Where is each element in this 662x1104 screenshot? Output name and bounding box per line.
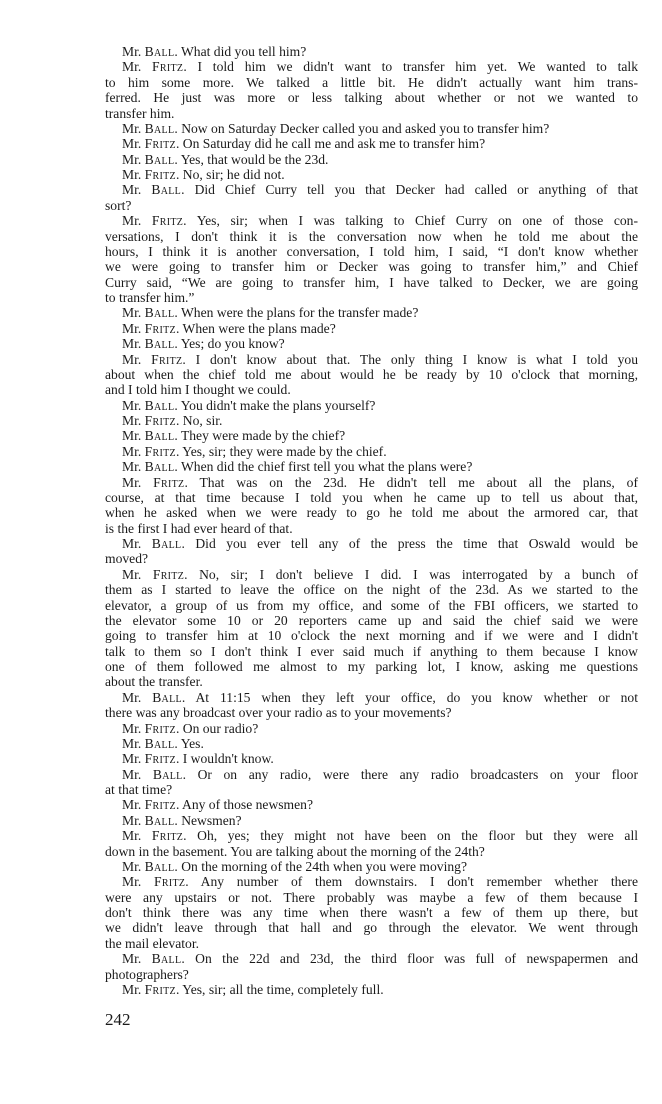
text-line xyxy=(105,551,638,566)
testimony-paragraph xyxy=(105,828,638,859)
line-text: about when the chief told me about would he be ready by 10 o'clock that morning, xyxy=(105,366,638,382)
line-text: Newsmen? xyxy=(181,812,242,828)
page-number: 242 xyxy=(105,1010,131,1029)
speaker-title: Mr. xyxy=(122,689,142,705)
text-line xyxy=(105,844,638,859)
text-line xyxy=(105,75,638,90)
testimony-paragraph xyxy=(105,213,638,305)
text-line: Mr. Ball. Did you ever tell any of the press the time that Oswald would be xyxy=(122,536,639,551)
speaker-name: Ball xyxy=(152,689,182,705)
testimony-paragraph xyxy=(105,398,638,413)
testimony-paragraph xyxy=(105,182,638,213)
speaker-title: Mr. xyxy=(122,735,142,751)
speaker-title: Mr. xyxy=(122,44,142,59)
text-line xyxy=(105,920,638,935)
speaker-title: Mr. xyxy=(122,874,142,890)
text-line: Mr. Fritz. No, sir. xyxy=(122,413,223,428)
line-text: What did you tell him? xyxy=(180,44,307,59)
line-text: You didn't make the plans yourself? xyxy=(180,397,376,413)
line-text: I wouldn't know. xyxy=(182,751,274,767)
speaker-name: Fritz xyxy=(151,351,183,367)
testimony-paragraph xyxy=(105,152,638,167)
text-line: Mr. Ball. On the 22d and 23d, the third floor was full of newspapermen and xyxy=(122,951,639,967)
speaker-name: Fritz xyxy=(144,981,176,997)
speaker-name: Ball xyxy=(152,766,183,782)
testimony-paragraph xyxy=(105,167,638,182)
line-text: at that time? xyxy=(105,782,173,797)
speaker-title: Mr. xyxy=(122,766,142,782)
text-line xyxy=(105,782,638,797)
speaker-name: Fritz xyxy=(151,213,184,229)
speaker-name: Fritz xyxy=(151,828,184,844)
speaker-title: Mr. xyxy=(122,443,142,459)
text-line: Mr. Fritz. No, sir; I don't believe I did. I was interrogated by a bunch of xyxy=(122,566,639,582)
testimony-paragraph xyxy=(105,721,638,736)
testimony-paragraph xyxy=(105,797,638,812)
testimony-paragraph xyxy=(105,305,638,320)
speaker-name: Fritz xyxy=(144,443,176,459)
line-text: On our radio? xyxy=(182,720,259,736)
line-text: On the morning of the 24th when you were moving? xyxy=(181,858,467,874)
speaker-name: Fritz xyxy=(144,797,176,813)
testimony-paragraph xyxy=(105,413,638,428)
speaker-title: Mr. xyxy=(122,151,142,167)
speaker-title: Mr. xyxy=(122,336,142,352)
line-text: I told him we didn't want to transfer him yet. We wanted to talk xyxy=(197,59,638,75)
testimony-paragraph xyxy=(105,767,638,798)
line-text: Did you ever tell any of the press the time that Oswald would be xyxy=(195,536,639,551)
text-line xyxy=(105,90,638,105)
speaker-name: Ball xyxy=(144,459,175,475)
line-text: versations, I don't think it is the conversation now when he told me about the xyxy=(105,228,638,244)
speaker-title: Mr. xyxy=(122,320,142,336)
text-line: Mr. Fritz. I don't know about that. The only thing I know is what I told you xyxy=(122,351,639,367)
speaker-title: Mr. xyxy=(122,120,142,136)
line-text: They were made by the chief? xyxy=(180,428,346,444)
testimony-paragraph xyxy=(105,567,638,690)
text-line: Mr. Ball. When did the chief first tell you what the plans were? xyxy=(122,459,473,475)
line-text: don't think there was any time when there wasn't a few of them up there, but xyxy=(105,905,638,920)
testimony-paragraph xyxy=(105,59,638,121)
testimony-paragraph xyxy=(105,352,638,398)
speaker-title: Mr. xyxy=(122,351,142,367)
line-text: going to transfer him at 10 o'clock the next morning and if we were and I didn't xyxy=(105,628,638,644)
testimony-paragraph xyxy=(105,44,638,59)
text-line: Mr. Ball. They were made by the chief? xyxy=(122,428,346,444)
line-text: When were the plans for the transfer made? xyxy=(180,305,419,321)
line-text: No, sir. xyxy=(182,413,223,428)
speaker-name: Ball xyxy=(144,151,175,167)
speaker-name: Fritz xyxy=(144,167,176,182)
line-text: to transfer him.” xyxy=(105,290,195,305)
speaker-title: Mr. xyxy=(122,797,142,813)
line-text: there was any broadcast over your radio as to your movements? xyxy=(105,705,452,721)
testimony-paragraph xyxy=(105,475,638,537)
text-line xyxy=(105,505,638,520)
speaker-title: Mr. xyxy=(122,397,142,413)
line-text: Did Chief Curry tell you that Decker had called or anything of that xyxy=(194,182,639,198)
line-text: When were the plans made? xyxy=(182,320,336,336)
text-line xyxy=(105,106,638,121)
text-line: Mr. Fritz. On our radio? xyxy=(122,720,259,736)
speaker-name: Fritz xyxy=(153,874,186,890)
line-text: I don't know about that. The only thing I know is what I told you xyxy=(195,351,639,367)
testimony-text xyxy=(105,44,638,997)
line-text: Yes; do you know? xyxy=(180,336,285,352)
speaker-title: Mr. xyxy=(122,720,142,736)
line-text: course, at that time because I told you when he came up to tell us about that, xyxy=(105,489,638,505)
text-line xyxy=(105,290,638,305)
speaker-name: Ball xyxy=(144,305,175,321)
line-text: them as I started to leave the office on the night of the 23d. As we started to the xyxy=(105,582,638,598)
text-line xyxy=(105,905,638,920)
text-line xyxy=(105,382,638,397)
line-text: Yes, sir; when I was talking to Chief Curry on one of those con- xyxy=(196,213,638,229)
line-text: That was on the 23d. He didn't tell me about all the plans, of xyxy=(199,474,639,490)
speaker-name: Fritz xyxy=(144,320,176,336)
line-text: Yes. xyxy=(180,735,204,751)
text-line: Mr. Ball. At 11:15 when they left your office, do you know whether or not xyxy=(122,689,638,705)
text-line: Mr. Fritz. Oh, yes; they might not have been on the floor but they were all xyxy=(122,828,639,844)
speaker-name: Ball xyxy=(144,428,175,444)
speaker-name: Fritz xyxy=(153,474,185,490)
text-line xyxy=(105,244,638,259)
line-text: about the transfer. xyxy=(105,674,203,690)
line-text: sort? xyxy=(105,197,132,213)
line-text: is the first I had ever heard of that. xyxy=(105,520,293,536)
testimony-paragraph xyxy=(105,951,638,982)
text-line: Mr. Ball. On the morning of the 24th when you were moving? xyxy=(122,858,467,874)
testimony-paragraph xyxy=(105,121,638,136)
text-line xyxy=(105,659,638,674)
line-text: Or on any radio, were there any radio broadcasters on your floor xyxy=(197,766,638,782)
text-line: Mr. Fritz. No, sir; he did not. xyxy=(122,167,285,182)
testimony-paragraph xyxy=(105,444,638,459)
text-line: Mr. Ball. What did you tell him? xyxy=(122,44,307,59)
text-line xyxy=(105,613,638,628)
line-text: On Saturday did he call me and ask me to transfer him? xyxy=(182,136,486,152)
testimony-paragraph xyxy=(105,690,638,721)
text-line xyxy=(105,490,638,505)
text-line xyxy=(105,198,638,213)
line-text: ferred. He just was more or less talking about whether or not we wanted to xyxy=(105,90,638,106)
text-line: Mr. Fritz. Any of those newsmen? xyxy=(122,797,313,813)
line-text: Any of those newsmen? xyxy=(182,797,313,813)
speaker-title: Mr. xyxy=(122,828,142,844)
text-line: Mr. Fritz. Yes, sir; they were made by the chief. xyxy=(122,443,387,459)
speaker-name: Fritz xyxy=(152,566,185,582)
speaker-name: Ball xyxy=(151,182,182,198)
speaker-name: Ball xyxy=(144,336,175,352)
text-line: Mr. Ball. Yes. xyxy=(122,735,204,751)
text-line xyxy=(105,936,638,951)
speaker-title: Mr. xyxy=(122,213,142,229)
text-line xyxy=(105,644,638,659)
line-text: No, sir; he did not. xyxy=(182,167,285,182)
testimony-paragraph xyxy=(105,536,638,567)
speaker-name: Fritz xyxy=(144,413,176,428)
testimony-paragraph xyxy=(105,736,638,751)
speaker-name: Ball xyxy=(151,951,182,967)
speaker-title: Mr. xyxy=(122,858,142,874)
text-line: Mr. Fritz. Yes, sir; when I was talking to Chief Curry on one of those con- xyxy=(122,213,638,229)
speaker-title: Mr. xyxy=(122,536,142,551)
line-text: one of them followed me almost to my parking lot, I know, asking me questions xyxy=(105,659,638,674)
text-line: Mr. Fritz. Any number of them downstairs. I don't remember whether there xyxy=(122,874,638,890)
speaker-name: Fritz xyxy=(152,59,184,75)
text-line xyxy=(105,521,638,536)
testimony-paragraph xyxy=(105,874,638,951)
text-line xyxy=(105,967,638,982)
line-text: Curry said, “We are going to transfer him, I have talked to Decker, we are going xyxy=(105,274,638,290)
text-line: Mr. Ball. Yes, that would be the 23d. xyxy=(122,151,329,167)
text-line: Mr. Ball. Newsmen? xyxy=(122,812,242,828)
text-line: Mr. Fritz. I told him we didn't want to transfer him yet. We wanted to talk xyxy=(122,59,638,75)
testimony-paragraph xyxy=(105,459,638,474)
text-line: Mr. Ball. Did Chief Curry tell you that Decker had called or anything of that xyxy=(122,182,639,198)
text-line xyxy=(105,628,638,643)
text-line: Mr. Ball. Now on Saturday Decker called you and asked you to transfer him? xyxy=(122,120,550,136)
testimony-paragraph xyxy=(105,982,638,997)
line-text: elevator, a group of us from my office, and some of the FBI officers, we started to xyxy=(105,597,638,613)
speaker-name: Fritz xyxy=(144,720,176,736)
speaker-title: Mr. xyxy=(122,474,142,490)
line-text: Yes, that would be the 23d. xyxy=(180,151,329,167)
speaker-name: Fritz xyxy=(144,136,176,152)
testimony-paragraph xyxy=(105,813,638,828)
line-text: moved? xyxy=(105,551,149,567)
line-text: Now on Saturday Decker called you and asked you to transfer him? xyxy=(181,120,550,136)
text-line xyxy=(105,582,638,597)
testimony-paragraph xyxy=(105,136,638,151)
speaker-title: Mr. xyxy=(122,413,142,428)
speaker-name: Ball xyxy=(144,44,175,59)
line-text: the elevator some 10 or 20 reporters came up and said the chief said we were xyxy=(105,612,638,628)
text-line: Mr. Ball. Yes; do you know? xyxy=(122,336,285,352)
speaker-title: Mr. xyxy=(122,951,142,967)
line-text: were any upstairs or not. There probably was maybe a few of them because I xyxy=(105,889,638,905)
line-text: the mail elevator. xyxy=(105,935,199,951)
text-line xyxy=(105,259,638,274)
speaker-title: Mr. xyxy=(122,751,142,767)
speaker-name: Ball xyxy=(144,812,175,828)
speaker-title: Mr. xyxy=(122,459,142,475)
text-line xyxy=(105,367,638,382)
speaker-title: Mr. xyxy=(122,305,142,321)
speaker-name: Fritz xyxy=(144,751,176,767)
line-text: we were going to transfer him or Decker was going to transfer him,” and Chief xyxy=(105,259,638,275)
line-text: Any number of them downstairs. I don't remember whether there xyxy=(200,874,638,890)
line-text: No, sir; I don't believe I did. I was interrogated by a bunch of xyxy=(199,566,639,582)
line-text: On the 22d and 23d, the third floor was full of newspapermen and xyxy=(195,951,639,967)
speaker-title: Mr. xyxy=(122,136,142,152)
text-line: Mr. Fritz. When were the plans made? xyxy=(122,320,336,336)
speaker-name: Ball xyxy=(144,858,175,874)
text-line: Mr. Fritz. That was on the 23d. He didn't tell me about all the plans, of xyxy=(122,474,639,490)
text-line: Mr. Ball. Or on any radio, were there any radio broadcasters on your floor xyxy=(122,766,638,782)
line-text: down in the basement. You are talking about the morning of the 24th? xyxy=(105,843,485,859)
line-text: transfer him. xyxy=(105,105,175,121)
testimony-paragraph xyxy=(105,859,638,874)
speaker-title: Mr. xyxy=(122,812,142,828)
line-text: photographers? xyxy=(105,966,189,982)
text-line xyxy=(105,275,638,290)
speaker-title: Mr. xyxy=(122,167,142,182)
line-text: hours, I think it is another conversation, I told him, I said, “I don't know whether xyxy=(105,243,638,259)
line-text: to him some more. We talked a little bit. He didn't actually want him trans- xyxy=(105,74,638,90)
line-text: and I told him I thought we could. xyxy=(105,382,291,398)
speaker-title: Mr. xyxy=(122,981,142,997)
text-line: Mr. Fritz. Yes, sir; all the time, completely full. xyxy=(122,981,384,997)
text-line xyxy=(105,598,638,613)
text-line xyxy=(105,705,638,720)
speaker-title: Mr. xyxy=(122,182,142,198)
line-text: At 11:15 when they left your office, do you know whether or not xyxy=(195,689,638,705)
text-line xyxy=(105,229,638,244)
line-text: we didn't leave through that hall and go through the elevator. We went through xyxy=(105,920,638,936)
line-text: Oh, yes; they might not have been on the floor but they were all xyxy=(197,828,639,844)
text-line: Mr. Fritz. On Saturday did he call me and ask me to transfer him? xyxy=(122,136,486,152)
testimony-paragraph xyxy=(105,751,638,766)
speaker-name: Ball xyxy=(144,120,175,136)
speaker-title: Mr. xyxy=(122,428,142,444)
line-text: When did the chief first tell you what the plans were? xyxy=(180,459,473,475)
line-text: when he asked when we were ready to go he told me about the armored car, that xyxy=(105,505,638,521)
text-line xyxy=(105,674,638,689)
text-line: Mr. Ball. You didn't make the plans yourself? xyxy=(122,397,376,413)
line-text: talk to them so I don't think I ever said much if anything to them because I know xyxy=(105,643,638,659)
testimony-paragraph xyxy=(105,428,638,443)
line-text: Yes, sir; they were made by the chief. xyxy=(182,443,387,459)
testimony-paragraph xyxy=(105,336,638,351)
speaker-name: Ball xyxy=(144,397,175,413)
line-text: Yes, sir; all the time, completely full. xyxy=(182,981,384,997)
speaker-name: Ball xyxy=(151,536,182,551)
speaker-title: Mr. xyxy=(122,59,142,75)
testimony-paragraph xyxy=(105,321,638,336)
text-line: Mr. Fritz. I wouldn't know. xyxy=(122,751,274,767)
text-line: Mr. Ball. When were the plans for the transfer made? xyxy=(122,305,419,321)
text-line xyxy=(105,890,638,905)
speaker-title: Mr. xyxy=(122,566,142,582)
speaker-name: Ball xyxy=(144,735,175,751)
